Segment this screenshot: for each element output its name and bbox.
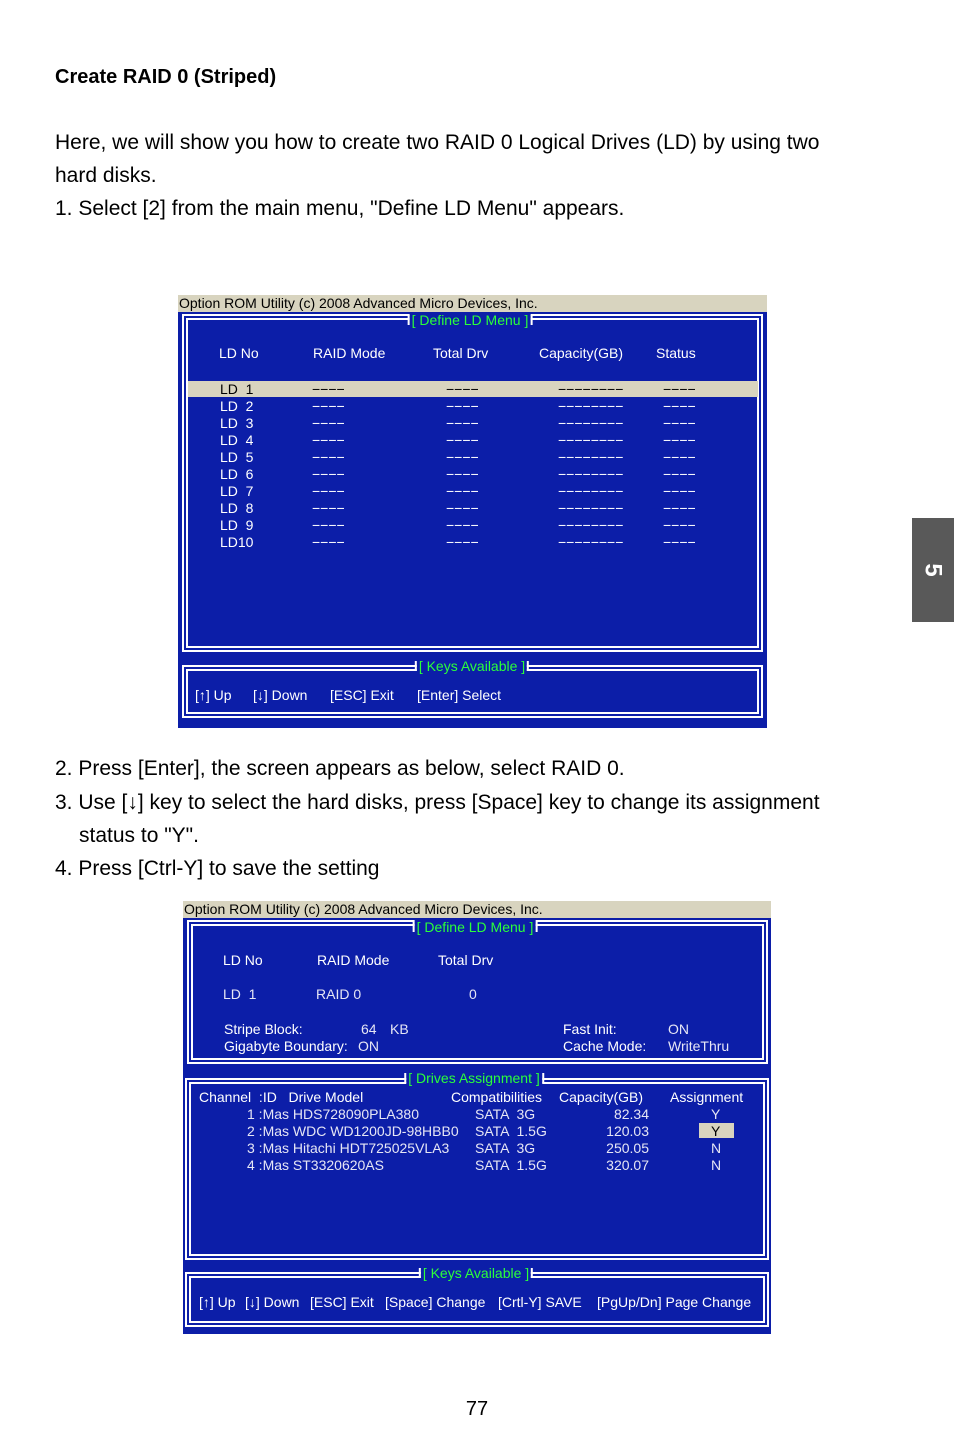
total-drv: −−−− — [446, 432, 479, 448]
intro-line-2: hard disks. — [55, 164, 157, 187]
total-drv: −−−− — [446, 449, 479, 465]
raid-mode: −−−− — [312, 398, 345, 414]
step-3-line-1: 3. Use [↓] key to select the hard disks, press [Space] key to change its assignment — [55, 791, 820, 814]
key-down: [↓] Down — [245, 1294, 300, 1310]
drive-capacity: 82.34 — [613, 1106, 649, 1122]
capacity: −−−−−−−− — [558, 534, 624, 550]
drive-assignment[interactable]: N — [711, 1157, 722, 1173]
gigabyte-boundary-label: Gigabyte Boundary: — [224, 1038, 348, 1054]
drives-assignment-title: [ Drives Assignment ] — [408, 1070, 540, 1086]
drive-assignment[interactable]: Y — [711, 1123, 721, 1139]
raid-mode: −−−− — [312, 432, 345, 448]
total-drv: −−−− — [446, 415, 479, 431]
define-ld-screen-1 — [178, 295, 767, 728]
ld-number: LD 1 — [220, 381, 254, 397]
drive-compat: SATA 1.5G — [475, 1123, 547, 1139]
total-drv: −−−− — [446, 466, 479, 482]
drive-compat: SATA 1.5G — [475, 1157, 547, 1173]
key-up: [↑] Up — [195, 687, 232, 703]
status: −−−− — [663, 466, 696, 482]
define-ld-menu-title: [ Define LD Menu ] — [416, 919, 534, 935]
drive-id-model: 2 :Mas WDC WD1200JD-98HBB0 — [247, 1123, 459, 1139]
key-exit: [ESC] Exit — [330, 687, 394, 703]
keys-available-title: [ Keys Available ] — [418, 658, 526, 674]
ld-number: LD 6 — [220, 466, 254, 482]
ld-number: LD 5 — [220, 449, 254, 465]
cache-mode-value[interactable]: WriteThru — [668, 1038, 730, 1054]
ld-number: LD 9 — [220, 517, 254, 533]
drive-header-channel: Channel :ID Drive Model — [199, 1089, 364, 1105]
drive-header-capacity: Capacity(GB) — [559, 1089, 644, 1105]
capacity: −−−−−−−− — [558, 500, 624, 516]
chapter-tab — [912, 518, 954, 622]
drive-capacity: 120.03 — [606, 1123, 649, 1139]
define-ld-menu-title: [ Define LD Menu ] — [411, 312, 529, 328]
header-ld-no: LD No — [219, 345, 259, 361]
fast-init-value[interactable]: ON — [668, 1021, 689, 1037]
total-drv: −−−− — [446, 398, 479, 414]
fast-init-label: Fast Init: — [563, 1021, 617, 1037]
header-status: Status — [656, 345, 696, 361]
key-down: [↓] Down — [253, 687, 308, 703]
header-capacity: Capacity(GB) — [539, 345, 624, 361]
stripe-block-value[interactable]: 64 — [361, 1021, 377, 1037]
screen-title-bar: Option ROM Utility (c) 2008 Advanced Micro Devices, Inc. — [178, 295, 767, 312]
drive-id-model: 4 :Mas ST3320620AS — [247, 1157, 384, 1173]
status: −−−− — [663, 500, 696, 516]
raid-mode: −−−− — [312, 500, 345, 516]
ld-number: LD 4 — [220, 432, 254, 448]
header-raid-mode: RAID Mode — [317, 952, 390, 968]
key-up: [↑] Up — [199, 1294, 236, 1310]
status: −−−− — [663, 432, 696, 448]
drive-header-assignment: Assignment — [670, 1089, 744, 1105]
total-drv: −−−− — [446, 517, 479, 533]
raid-mode: −−−− — [312, 449, 345, 465]
capacity: −−−−−−−− — [558, 466, 624, 482]
raid-mode: −−−− — [312, 517, 345, 533]
status: −−−− — [663, 534, 696, 550]
key-save: [Crtl-Y] SAVE — [498, 1294, 582, 1310]
intro-line-1: Here, we will show you how to create two RAID 0 Logical Drives (LD) by using two — [55, 131, 820, 154]
stripe-block-label: Stripe Block: — [224, 1021, 303, 1037]
header-raid-mode: RAID Mode — [313, 345, 386, 361]
step-4: 4. Press [Ctrl-Y] to save the setting — [55, 857, 380, 880]
total-drv-value: 0 — [469, 986, 477, 1002]
capacity: −−−−−−−− — [558, 432, 624, 448]
drive-id-model: 1 :Mas HDS728090PLA380 — [247, 1106, 419, 1122]
ld-number: LD 3 — [220, 415, 254, 431]
drive-assignment[interactable]: Y — [711, 1106, 721, 1122]
key-change: [Space] Change — [385, 1294, 486, 1310]
raid-mode: −−−− — [312, 415, 345, 431]
drive-id-model: 3 :Mas Hitachi HDT725025VLA3 — [247, 1140, 450, 1156]
total-drv: −−−− — [446, 534, 479, 550]
page-number: 77 — [465, 1398, 489, 1420]
step-1: 1. Select [2] from the main menu, "Define LD Menu" appears. — [55, 197, 625, 220]
status: −−−− — [663, 381, 696, 397]
capacity: −−−−−−−− — [558, 415, 624, 431]
raid-mode: −−−− — [312, 534, 345, 550]
key-page-change: [PgUp/Dn] Page Change — [597, 1294, 752, 1310]
status: −−−− — [663, 398, 696, 414]
keys-available-title: [ Keys Available ] — [422, 1265, 530, 1281]
ld-number: LD 8 — [220, 500, 254, 516]
drive-compat: SATA 3G — [475, 1106, 536, 1122]
ld-number: LD10 — [220, 534, 254, 550]
drive-capacity: 320.07 — [606, 1157, 649, 1173]
stripe-block-unit: KB — [390, 1021, 409, 1037]
raid-mode-value[interactable]: RAID 0 — [316, 986, 362, 1002]
ld-number-value: LD 1 — [223, 986, 257, 1002]
ld-number: LD 7 — [220, 483, 254, 499]
ld-number: LD 2 — [220, 398, 254, 414]
raid-mode: −−−− — [312, 381, 345, 397]
chapter-number: 5 — [919, 563, 947, 577]
status: −−−− — [663, 483, 696, 499]
key-select: [Enter] Select — [417, 687, 502, 703]
header-ld-no: LD No — [223, 952, 263, 968]
total-drv: −−−− — [446, 483, 479, 499]
drive-compat: SATA 3G — [475, 1140, 536, 1156]
capacity: −−−−−−−− — [558, 398, 624, 414]
capacity: −−−−−−−− — [558, 517, 624, 533]
header-total-drv: Total Drv — [438, 952, 494, 968]
capacity: −−−−−−−− — [558, 483, 624, 499]
step-3-line-2: status to "Y". — [79, 824, 199, 847]
drive-header-compat: Compatibilities — [451, 1089, 543, 1105]
total-drv: −−−− — [446, 500, 479, 516]
status: −−−− — [663, 517, 696, 533]
cache-mode-label: Cache Mode: — [563, 1038, 647, 1054]
gigabyte-boundary-value[interactable]: ON — [358, 1038, 379, 1054]
status: −−−− — [663, 415, 696, 431]
capacity: −−−−−−−− — [558, 381, 624, 397]
section-heading: Create RAID 0 (Striped) — [55, 66, 277, 88]
status: −−−− — [663, 449, 696, 465]
raid-mode: −−−− — [312, 483, 345, 499]
drive-assignment[interactable]: N — [711, 1140, 722, 1156]
step-2: 2. Press [Enter], the screen appears as below, select RAID 0. — [55, 757, 625, 780]
drive-capacity: 250.05 — [606, 1140, 649, 1156]
total-drv: −−−− — [446, 381, 479, 397]
key-exit: [ESC] Exit — [310, 1294, 374, 1310]
header-total-drv: Total Drv — [433, 345, 489, 361]
raid-mode: −−−− — [312, 466, 345, 482]
define-ld-screen-2 — [183, 901, 771, 1334]
screen-title-bar: Option ROM Utility (c) 2008 Advanced Micro Devices, Inc. — [183, 901, 771, 918]
capacity: −−−−−−−− — [558, 449, 624, 465]
